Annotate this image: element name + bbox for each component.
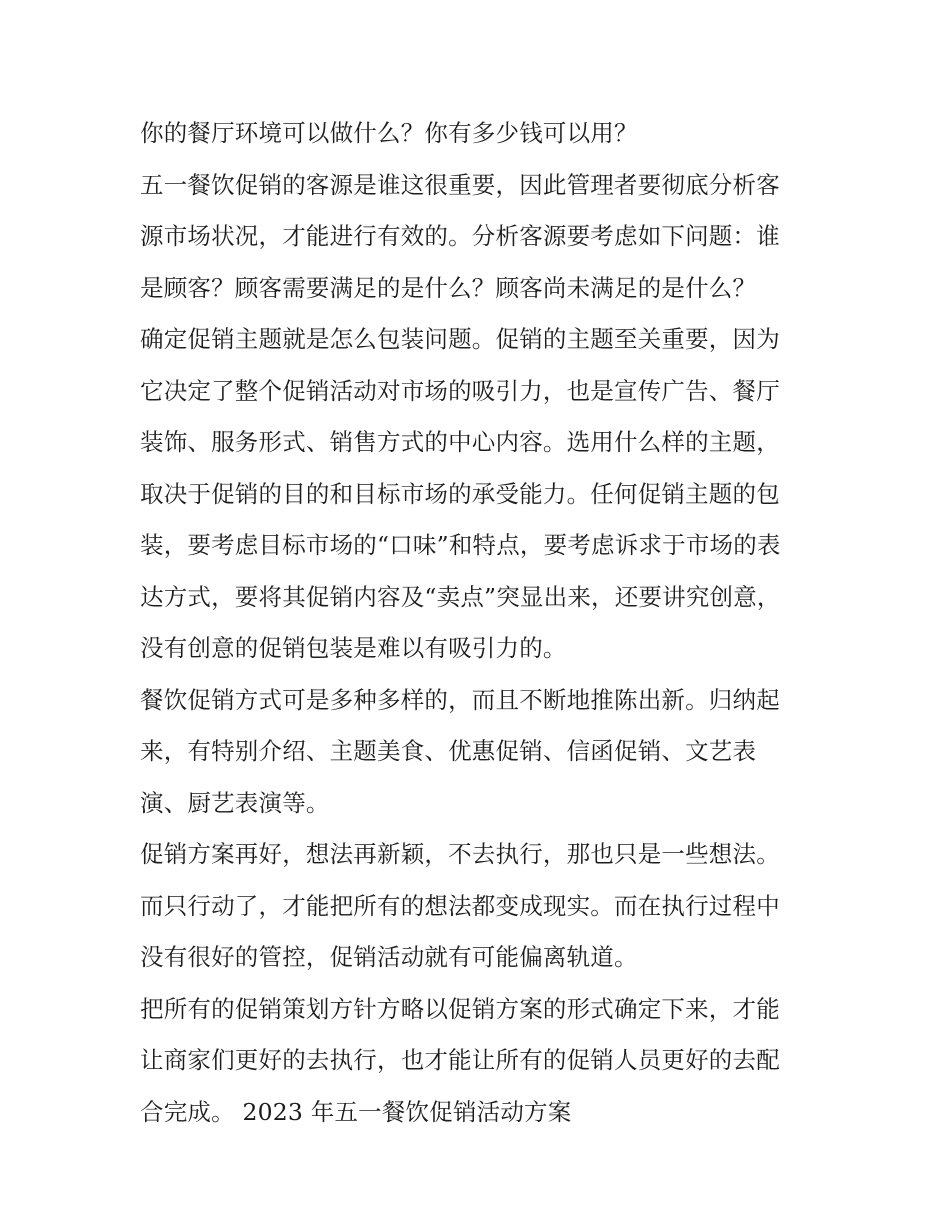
text-line: 把所有的促销策划方针方略以促销方案的形式确定下来，才能 <box>140 994 780 1023</box>
text-line: 装饰、服务形式、销售方式的中心内容。选用什么样的主题， <box>140 428 780 456</box>
text-line: 合完成。 2023 年五一餐饮促销活动方案 <box>140 1097 572 1126</box>
text-line: 五一餐饮促销的客源是谁这很重要，因此管理者要彻底分析客 <box>140 170 780 199</box>
text-line: 促销方案再好，想法再新颖，不去执行，那也只是一些想法。 <box>140 840 780 868</box>
text-line: 来，有特别介绍、主题美食、优惠促销、信函促销、文艺表 <box>140 737 757 765</box>
text-line: 确定促销主题就是怎么包装问题。促销的主题至关重要，因为 <box>140 325 780 353</box>
text-line: 它决定了整个促销活动对市场的吸引力，也是宣传广告、餐厅 <box>140 376 780 405</box>
text-line: 达方式，要将其促销内容及“卖点”突显出来，还要讲究创意， <box>140 582 781 611</box>
text-line: 是顾客？顾客需要满足的是什么？顾客尚未满足的是什么？ <box>140 273 757 302</box>
text-line: 没有很好的管控，促销活动就有可能偏离轨道。 <box>140 943 638 971</box>
text-line: 餐饮促销方式可是多种多样的，而且不断地推陈出新。归纳起 <box>140 685 780 714</box>
text-line: 你的餐厅环境可以做什么？你有多少钱可以用？ <box>140 119 638 147</box>
text-line: 没有创意的促销包装是难以有吸引力的。 <box>140 634 567 662</box>
text-line: 装，要考虑目标市场的“口味”和特点，要考虑诉求于市场的表 <box>140 531 781 559</box>
text-line: 而只行动了，才能把所有的想法都变成现实。而在执行过程中 <box>140 891 780 920</box>
text-line: 源市场状况，才能进行有效的。分析客源要考虑如下问题：谁 <box>140 222 780 250</box>
text-line: 演、厨艺表演等。 <box>140 788 330 817</box>
document-body <box>140 108 815 1138</box>
text-line: 取决于促销的目的和目标市场的承受能力。任何促销主题的包 <box>140 479 780 508</box>
text-line: 让商家们更好的去执行，也才能让所有的促销人员更好的去配 <box>140 1046 780 1074</box>
